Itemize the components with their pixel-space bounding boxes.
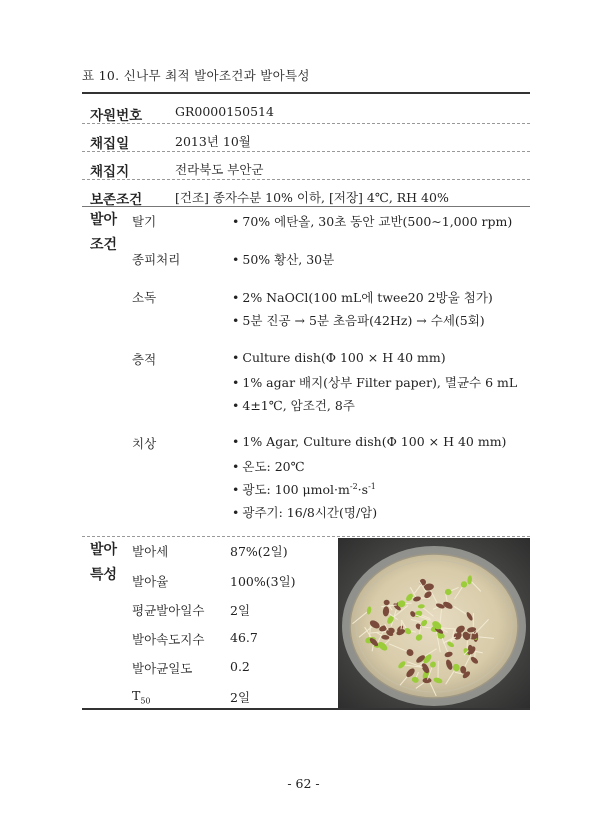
trait-value: 87%(2일): [230, 544, 288, 559]
condition-bullet: • 70% 에탄올, 30초 동안 교반(500∼1,000 rpm): [232, 214, 513, 229]
condition-bullet-light: • 광도: 100 $\mu mol\cdot m^{-2}\cdot s^{-1}$: [232, 481, 376, 497]
condition-bullet: • 1% agar 배지(상부 Filter paper), 멸균수 6 mL: [232, 375, 518, 390]
condition-bullet: • 광주기: 16/8시간(명/암): [232, 505, 378, 520]
table-top-rule: [82, 92, 530, 94]
info-label: 채집일: [90, 136, 130, 152]
condition-degassing: 탈기: [132, 214, 157, 229]
condition-bullet: • 4±1℃, 암조건, 8주: [232, 398, 355, 413]
section-divider: [82, 536, 530, 537]
info-value: GR0000150514: [175, 104, 274, 119]
condition-sterilization: 소독: [132, 290, 157, 305]
row-divider: [82, 123, 530, 124]
petri-dish-illustration: [338, 538, 530, 708]
page-number: - 62 -: [287, 776, 320, 791]
trait-value: 2일: [230, 690, 251, 705]
condition-stratification: 층적: [132, 352, 157, 367]
condition-bullet: • 5분 진공 → 5분 초음파(42Hz) → 수세(5회): [232, 313, 485, 328]
condition-bullet: • 2% NaOCl(100 mL에 twee20 2방울 첨가): [232, 290, 493, 305]
info-value: 2013년 10월: [175, 134, 251, 149]
trait-label: 발아속도지수: [132, 632, 205, 647]
table-bottom-rule: [82, 708, 530, 710]
trait-value: 46.7: [230, 630, 258, 645]
germination-traits-label: 발아 특성: [90, 542, 118, 583]
germination-photo: [338, 538, 530, 708]
trait-label: 평균발아일수: [132, 603, 205, 618]
condition-placement: 치상: [132, 436, 157, 451]
trait-label: 발아균일도: [132, 661, 193, 676]
trait-label-t50: $T_{50}$: [132, 688, 151, 706]
row-divider: [82, 151, 530, 152]
info-value: 전라북도 부안군: [175, 162, 264, 177]
condition-bullet: • 1% Agar, Culture dish(Φ 100 × H 40 mm): [232, 434, 507, 449]
condition-bullet: • 온도: 20℃: [232, 459, 305, 474]
info-label: 자원번호: [90, 108, 143, 124]
table-caption: 표 10. 신나무 최적 발아조건과 발아특성: [82, 68, 310, 83]
trait-label: 발아세: [132, 544, 169, 559]
trait-value: 0.2: [230, 659, 250, 674]
info-label: 채집지: [90, 164, 130, 180]
germination-conditions-label: 발아 조건: [90, 212, 118, 253]
section-divider: [82, 206, 530, 207]
condition-bullet: • 50% 황산, 30분: [232, 252, 335, 267]
info-value: [건조] 종자수분 10% 이하, [저장] 4℃, RH 40%: [175, 190, 449, 205]
row-divider: [82, 179, 530, 180]
trait-value: 2일: [230, 603, 251, 618]
trait-label: 발아율: [132, 574, 169, 589]
trait-value: 100%(3일): [230, 574, 296, 589]
condition-bullet: • Culture dish(Φ 100 × H 40 mm): [232, 350, 446, 365]
condition-seedcoat: 종피처리: [132, 252, 181, 267]
info-label: 보존조건: [90, 192, 143, 208]
